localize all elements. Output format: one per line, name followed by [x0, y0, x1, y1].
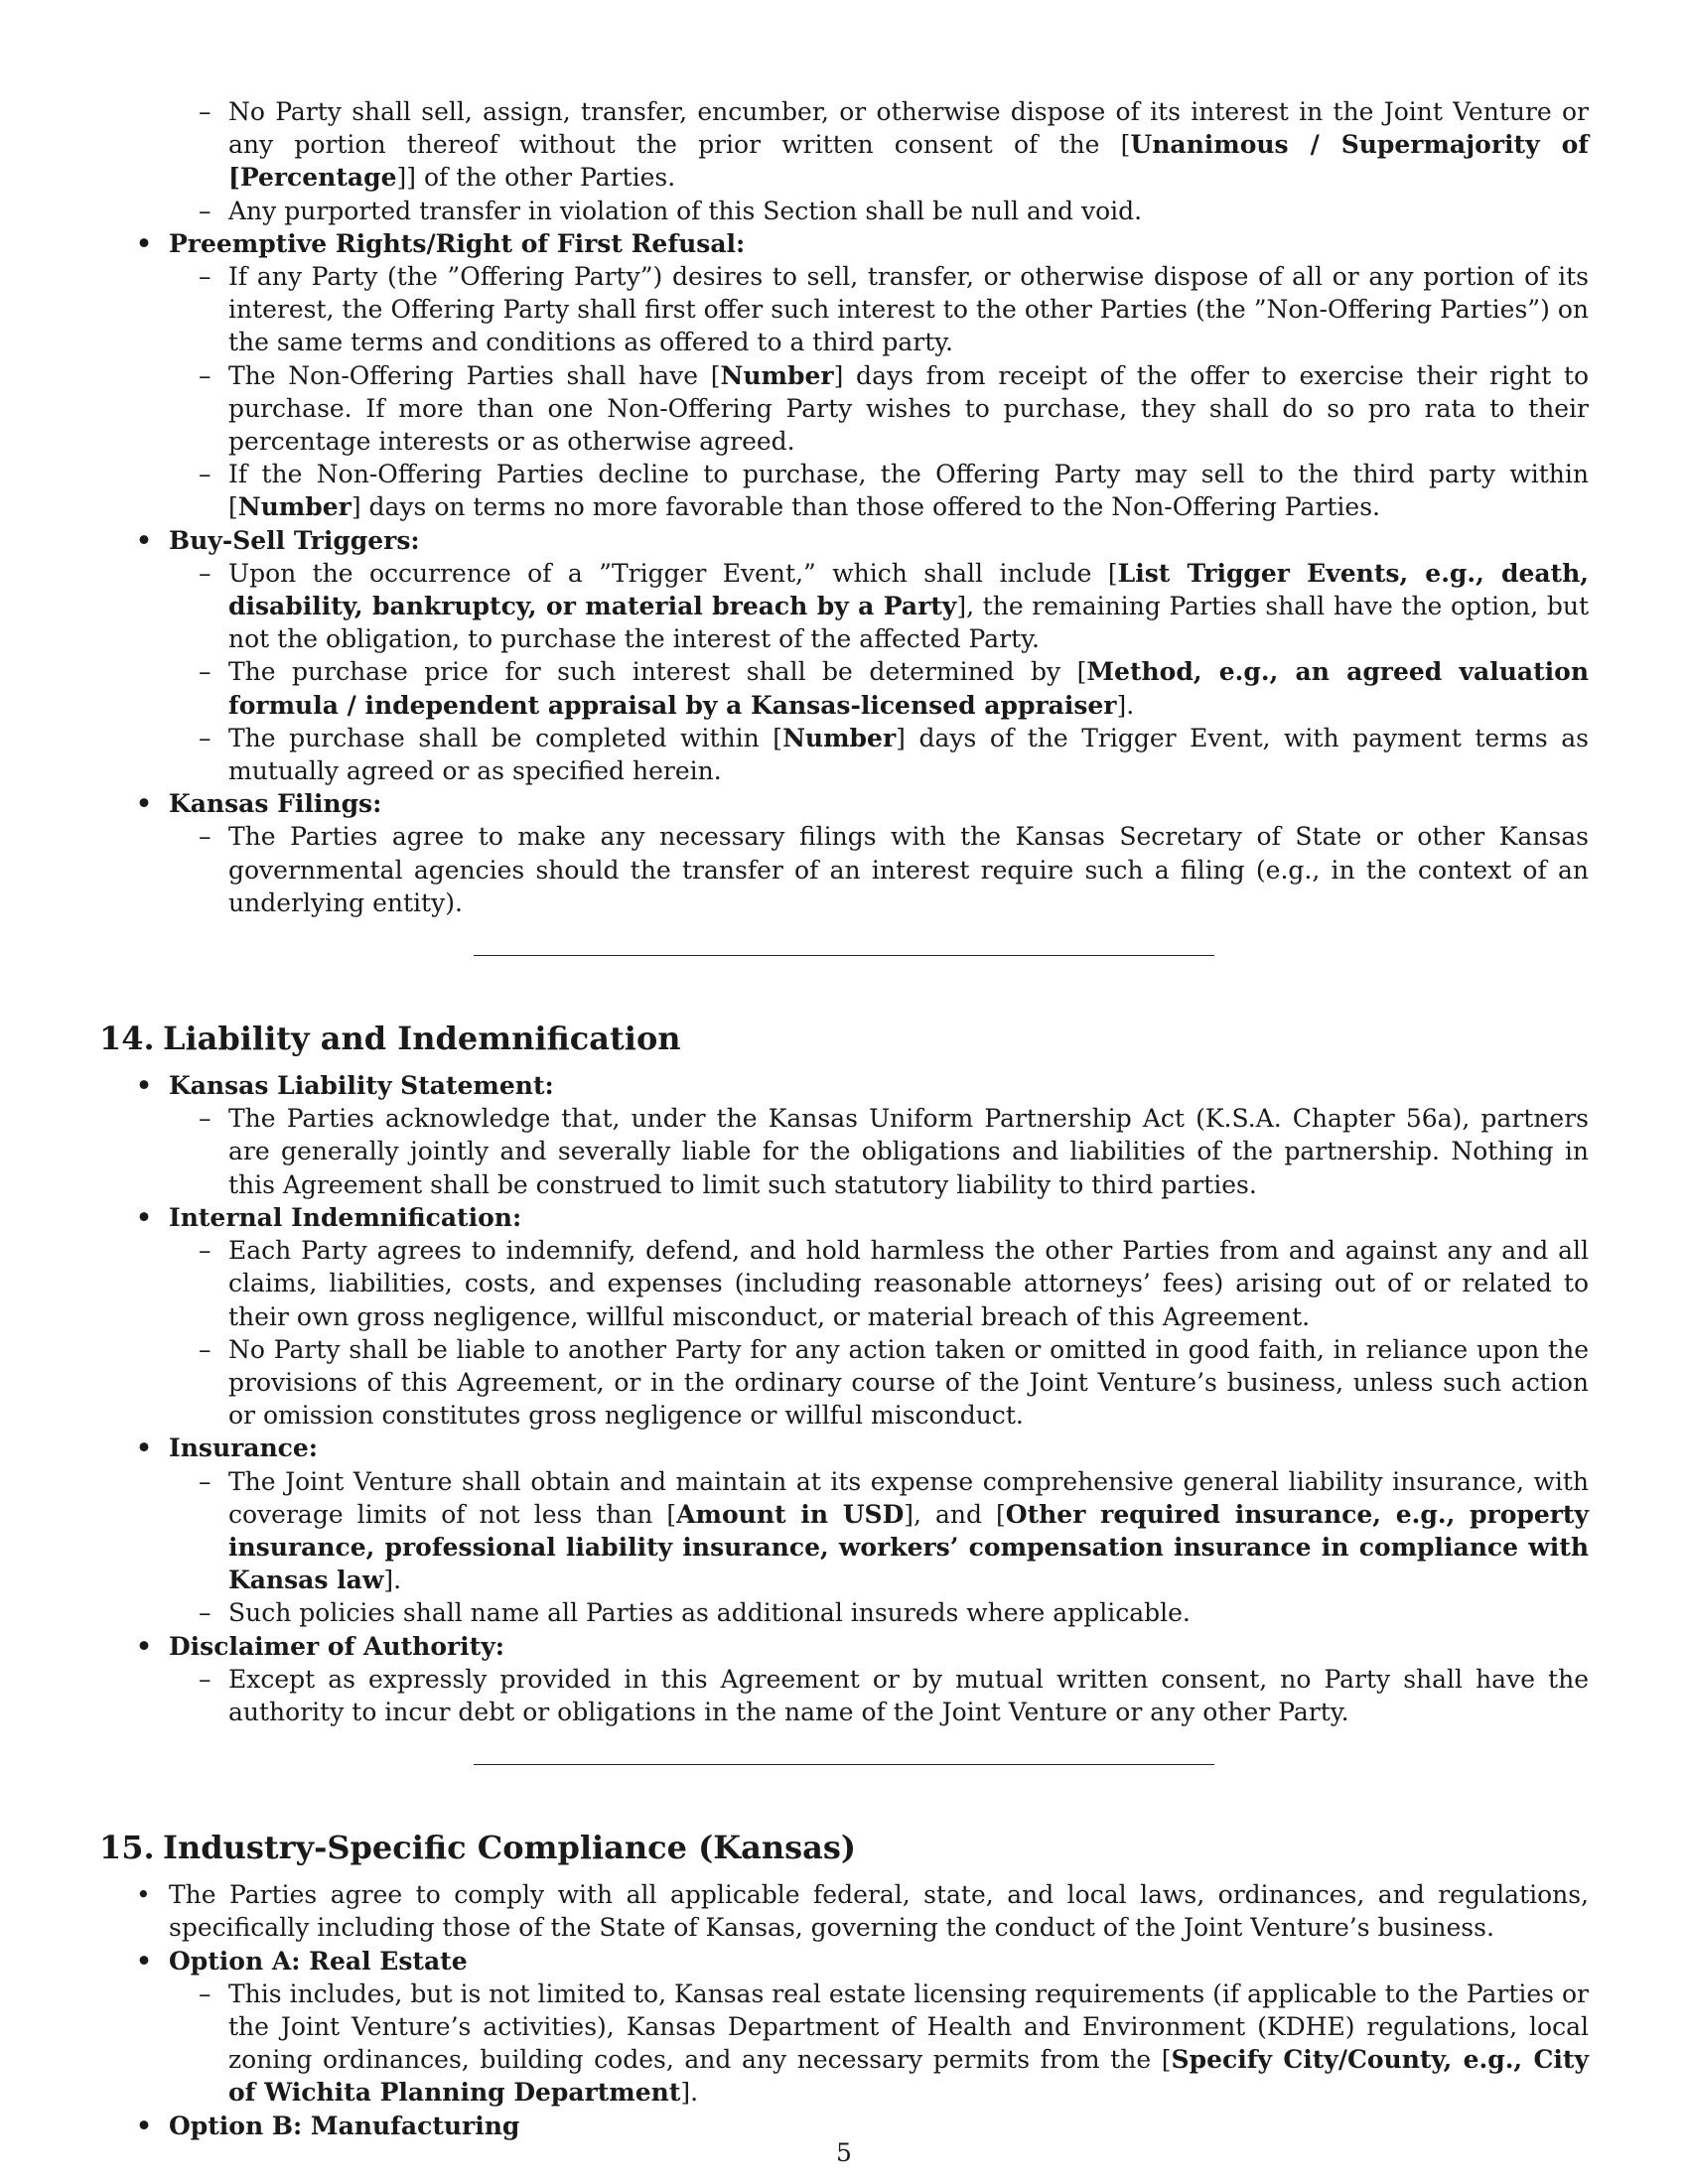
insurance-heading: • Insurance: [99, 1432, 1589, 1464]
page-content [99, 95, 1589, 2142]
transfer-restriction-item: – No Party shall sell, assign, transfer, encumber, or otherwise dispose of its interest in the Joint Venture or any portion thereof without the prior written consent of the [Unanimous / Supermajority of [Percentage]] of the other Parties. [99, 95, 1589, 195]
buy-sell-item: – Upon the occurrence of a ”Trigger Event,” which shall include [List Trigger Events, e.g., death, disability, bankruptcy, or material breach by a Party], the remaining Parties shall have the option, but not the obligation, to purchase the interest of the affected Party. [99, 557, 1589, 656]
indemnification-item: – No Party shall be liable to another Party for any action taken or omitted in good faith, in reliance upon the provisions of this Agreement, or in the ordinary course of the Joint Venture’s business, unless such action or omission constitutes gross negligence or willful misconduct. [99, 1333, 1589, 1433]
page-number: 5 [836, 2138, 852, 2167]
preemptive-item: – The Non-Offering Parties shall have [Number] days from receipt of the offer to exercise their right to purchase. If more than one Non-Offering Party wishes to purchase, they shall do so pro rata to their percentage interests or as otherwise agreed. [99, 359, 1589, 459]
buy-sell-heading: • Buy-Sell Triggers: [99, 524, 1589, 557]
option-a-item: – This includes, but is not limited to, Kansas real estate licensing requirements (if applicable to the Parties or the Joint Venture’s activities), Kansas Department of Health and Environment (KDHE) regulations, local zoning ordinances, building codes, and any necessary permits from the [Specify City/County, e.g., City of Wichita Planning Department]. [99, 1978, 1589, 2110]
insurance-item: – Such policies shall name all Parties as additional insureds where applicable. [99, 1596, 1589, 1629]
section-14-heading: 14. Liability and Indemnification [99, 1020, 681, 1058]
disclaimer-heading: • Disclaimer of Authority: [99, 1630, 1589, 1663]
kansas-liability-heading: • Kansas Liability Statement: [99, 1069, 1589, 1102]
section-divider [99, 1728, 1589, 1828]
insurance-item: – The Joint Venture shall obtain and maintain at its expense comprehensive general liability insurance, with coverage limits of not less than [Amount in USD], and [Other required insurance, e.g., property insurance, professional liability insurance, workers’ compensation insurance in compliance with Kansas law]. [99, 1465, 1589, 1597]
disclaimer-item: – Except as expressly provided in this Agreement or by mutual written consent, no Party shall have the authority to incur debt or obligations in the name of the Joint Venture or any other Party. [99, 1663, 1589, 1728]
section-divider [99, 919, 1589, 1019]
preemptive-item: – If any Party (the ”Offering Party”) desires to sell, transfer, or otherwise dispose of all or any portion of its interest, the Offering Party shall first offer such interest to the other Parties (the ”Non-Offering Parties”) on the same terms and conditions as offered to a third party. [99, 260, 1589, 359]
section-15-heading: 15. Industry-Specific Compliance (Kansas) [99, 1829, 856, 1867]
kansas-liability-item: – The Parties acknowledge that, under the Kansas Uniform Partnership Act (K.S.A. Chapter 56a), partners are generally jointly and severally liable for the obligations and liabilities of the partnership. Nothing in this Agreement shall be construed to limit such statutory liability to third parties. [99, 1102, 1589, 1201]
buy-sell-item: – The purchase price for such interest shall be determined by [Method, e.g., an agreed valuation formula / independent appraisal by a Kansas-licensed appraiser]. [99, 655, 1589, 721]
option-b-heading: • Option B: Manufacturing [99, 2110, 1589, 2142]
kansas-filings-heading: • Kansas Filings: [99, 787, 1589, 820]
buy-sell-item: – The purchase shall be completed within [Number] days of the Trigger Event, with payment terms as mutually agreed or as specified herein. [99, 722, 1589, 787]
compliance-intro: • The Parties agree to comply with all applicable federal, state, and local laws, ordinances, and regulations, specifically including those of the State of Kansas, governing the conduct of the Joint Venture’s business. [99, 1878, 1589, 1944]
internal-indemnification-heading: • Internal Indemnification: [99, 1201, 1589, 1234]
preemptive-item: – If the Non-Offering Parties decline to purchase, the Offering Party may sell to the third party within [Number] days on terms no more favorable than those offered to the Non-Offering Parties. [99, 458, 1589, 523]
kansas-filings-item: – The Parties agree to make any necessary filings with the Kansas Secretary of State or other Kansas governmental agencies should the transfer of an interest require such a filing (e.g., in the context of an underlying entity). [99, 820, 1589, 919]
transfer-void-item: – Any purported transfer in violation of this Section shall be null and void. [99, 195, 1589, 227]
option-a-heading: • Option A: Real Estate [99, 1945, 1589, 1978]
preemptive-rights-heading: • Preemptive Rights/Right of First Refusal: [99, 227, 1589, 260]
indemnification-item: – Each Party agrees to indemnify, defend, and hold harmless the other Parties from and against any and all claims, liabilities, costs, and expenses (including reasonable attorneys’ fees) arising out of or related to their own gross negligence, willful misconduct, or material breach of this Agreement. [99, 1234, 1589, 1333]
